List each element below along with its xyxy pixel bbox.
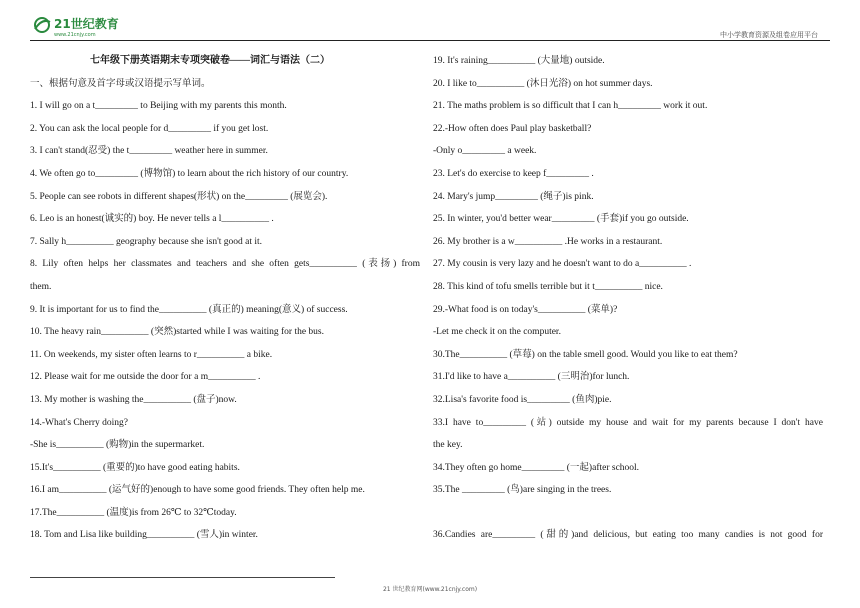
question-34: 34.They often go home_________ (一起)after school. xyxy=(433,462,640,473)
question-12: 12. Please wait for me outside the door for a m__________ . xyxy=(30,372,261,383)
question-29: 29.-What food is on today's__________ (菜单)? xyxy=(433,304,618,315)
question-16: 16.I am__________ (运气好的)enough to have some good friends. They often help me. xyxy=(30,485,365,496)
question-7: 7. Sally h__________ geography because she isn't good at it. xyxy=(30,236,263,247)
question-21: 21. The maths problem is so difficult that I can h_________ work it out. xyxy=(433,101,708,112)
question-15: 15.It's__________ (重要的)to have good eating habits. xyxy=(30,462,240,473)
question-6: 6. Leo is an honest(诚实的) boy. He never tells a l__________ . xyxy=(30,214,274,225)
footer-source: 21 世纪教育网(www.21cnjy.com) xyxy=(382,586,478,593)
question-24: 24. Mary's jump_________ (绳子)is pink. xyxy=(433,191,594,202)
question-20: 20. I like to__________ (沐日光浴) on hot summer days. xyxy=(433,78,653,89)
question-2: 2. You can ask the local people for d_________ if you get lost. xyxy=(30,123,269,134)
section-instruction: 一、根据句意及首字母或汉语提示写单词。 xyxy=(30,78,211,89)
right-column xyxy=(433,50,823,547)
logo-icon xyxy=(30,14,148,38)
footer-divider xyxy=(30,577,335,578)
logo-text: 21世纪教育 xyxy=(54,17,119,31)
platform-name: 中小学教育资源及组卷应用平台 xyxy=(720,31,818,39)
question-9: 9. It is important for us to find the__________ (真正的) meaning(意义) of success. xyxy=(30,304,348,315)
header-divider xyxy=(30,40,830,41)
question-36: 36.Candies are_________ (甜的)and delicious, but eating too many candies is not good for xyxy=(433,530,823,541)
question-29-answer: -Let me check it on the computer. xyxy=(433,327,561,338)
question-33-continued: the key. xyxy=(433,440,463,451)
question-14-answer: -She is__________ (购物)in the supermarket. xyxy=(30,440,205,451)
question-8-continued: them. xyxy=(30,281,52,292)
worksheet-title: 七年级下册英语期末专项突破卷——词汇与语法（二） xyxy=(90,55,330,66)
page-header xyxy=(0,0,860,42)
left-column xyxy=(30,50,420,547)
question-17: 17.The__________ (温度)is from 26℃ to 32℃today. xyxy=(30,507,237,518)
question-31: 31.I'd like to have a__________ (三明治)for lunch. xyxy=(433,372,630,383)
question-30: 30.The__________ (草莓) on the table smell good. Would you like to eat them? xyxy=(433,349,738,360)
logo-subtext: www.21cnjy.com xyxy=(54,32,96,38)
question-22: 22.-How often does Paul play basketball? xyxy=(433,123,592,134)
question-28: 28. This kind of tofu smells terrible but it t__________ nice. xyxy=(433,281,663,292)
question-18: 18. Tom and Lisa like building__________ (雪人)in winter. xyxy=(30,530,258,541)
question-32: 32.Lisa's favorite food is_________ (鱼肉)pie. xyxy=(433,394,612,405)
site-logo xyxy=(30,14,148,38)
question-10: 10. The heavy rain__________ (突然)started while I was waiting for the bus. xyxy=(30,327,324,338)
question-26: 26. My brother is a w__________ .He works in a restaurant. xyxy=(433,236,663,247)
question-33: 33.I have to_________ (站) outside my house and wait for my parents because I don't have xyxy=(433,417,823,428)
question-25: 25. In winter, you'd better wear_________ (手套)if you go outside. xyxy=(433,214,689,225)
question-13: 13. My mother is washing the__________ (盘子)now. xyxy=(30,394,237,405)
spacer xyxy=(433,502,823,525)
question-8: 8. Lily often helps her classmates and teachers and she often gets__________ (表扬) from xyxy=(30,259,420,270)
question-22-answer: -Only o_________ a week. xyxy=(433,146,537,157)
question-23: 23. Let's do exercise to keep f_________ . xyxy=(433,168,594,179)
question-14: 14.-What's Cherry doing? xyxy=(30,417,129,428)
question-27: 27. My cousin is very lazy and he doesn't want to do a__________ . xyxy=(433,259,692,270)
question-1: 1. I will go on a t_________ to Beijing with my parents this month. xyxy=(30,101,287,112)
question-11: 11. On weekends, my sister often learns to r__________ a bike. xyxy=(30,349,273,360)
question-5: 5. People can see robots in different shapes(形状) on the_________ (展览会). xyxy=(30,191,328,202)
question-19: 19. It's raining__________ (大量地) outside. xyxy=(433,56,605,66)
question-4: 4. We often go to_________ (博物馆) to learn about the rich history of our country. xyxy=(30,168,349,179)
question-35: 35.The _________ (鸟)are singing in the trees. xyxy=(433,485,612,496)
question-3: 3. I can't stand(忍受) the t_________ weather here in summer. xyxy=(30,146,268,157)
